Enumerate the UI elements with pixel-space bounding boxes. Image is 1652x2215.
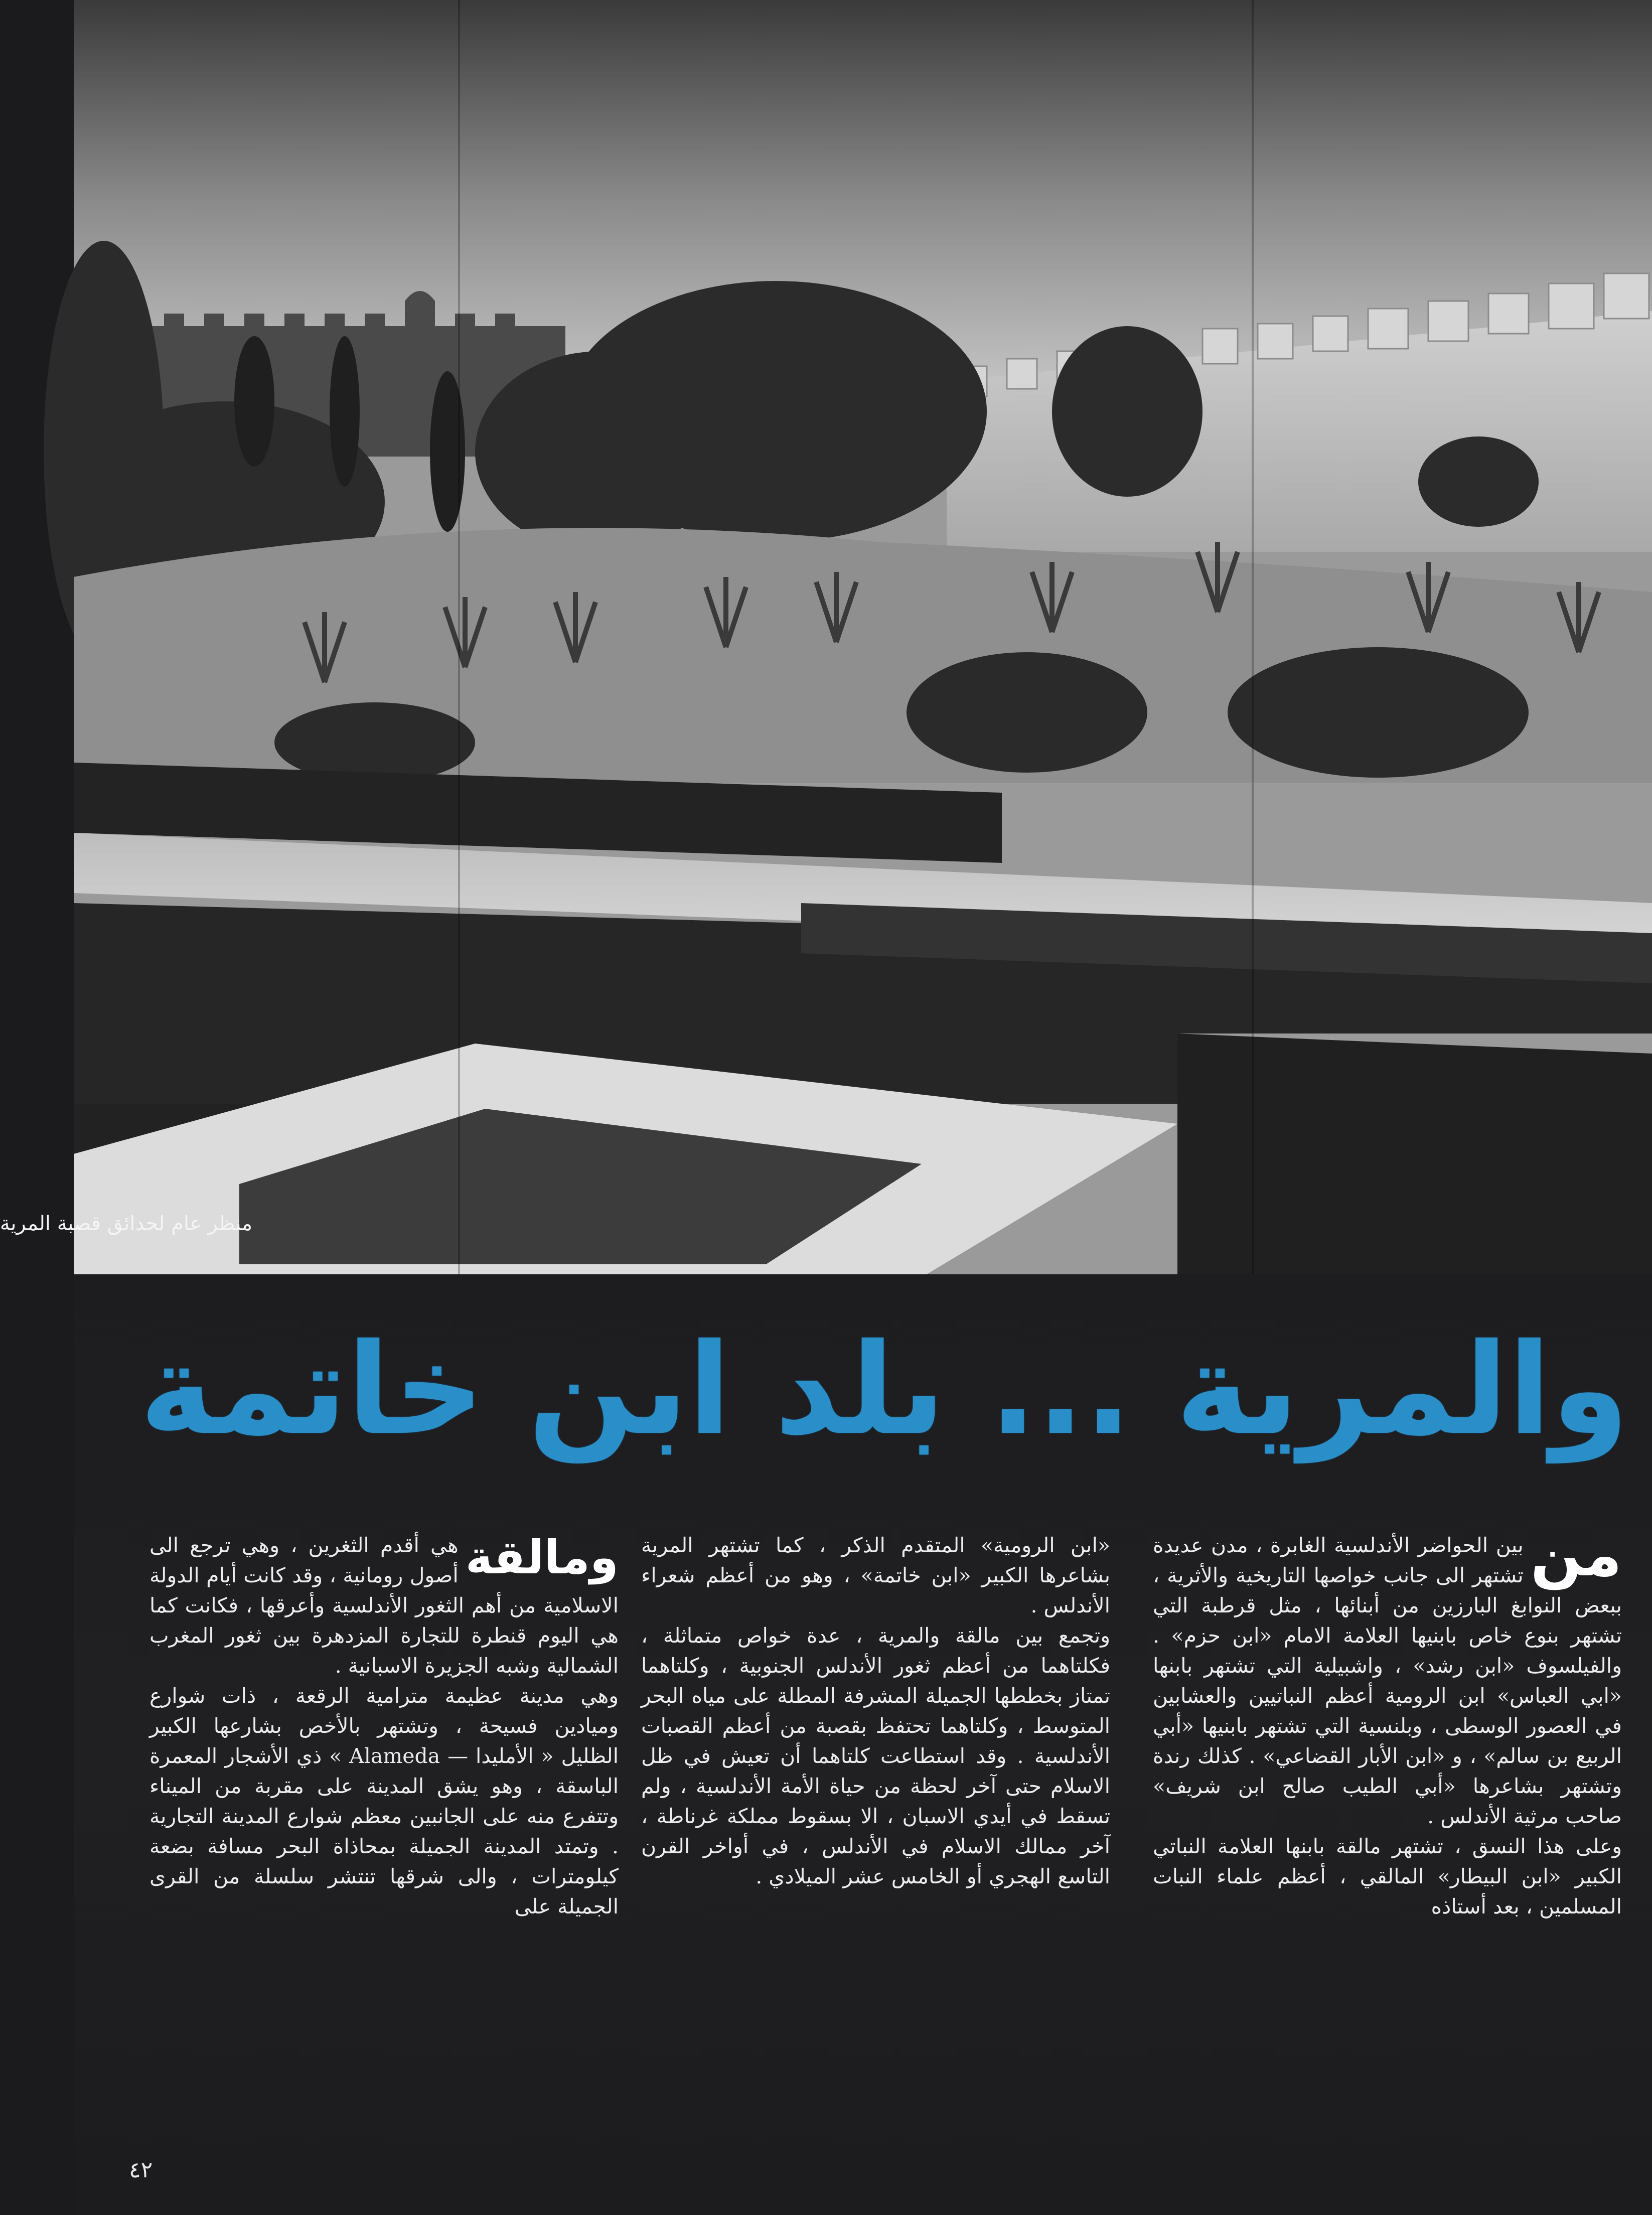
paragraph-text: بين الحواضر الأندلسية الغابرة ، مدن عديدة تشتهر الى جانب خواصها التاريخية والأثرية ، ببعض النوابغ البارزين من أبنائها ، مثل قرطبة التي تشتهر بنوع خاص بابنيها العلامة الامام «ابن حزم» . والفيلسوف «ابن رشد» ، واشبيلية التي تشتهر بابنها «ابي العباس» ابن الرومية أعظم النباتيين والعشابين في العصور الوسطى ، وبلنسية التي تشتهر بابنيها «أبي الربيع بن سالم» ، و «ابن الأبار القضاعي» . كذلك رندة وتشتهر بشاعرها «أبي الطيب صالح ابن شريف» صاحب مرثية الأندلس .: [1153, 1533, 1622, 1828]
alcazaba-garden-image: [74, 0, 1652, 1274]
paragraph: وتجمع بين مالقة والمرية ، عدة خواص متماثلة ، فكلتاهما من أعظم ثغور الأندلس الجنوبية ، وكلتاهما تمتاز بخططها الجميلة المشرفة المطلة على مياه البحر المتوسط ، وكلتاهما تحتفظ بقصبة من أعظم القصبات الأندلسية . وقد استطاعت كلتاهما أن تعيش في ظل الاسلام حتى آخر لحظة من حياة الأمة الأندلسية ، ولم تسقط في أيدي الاسبان ، الا بسقوط مملكة غرناطة ، آخر ممالك الاسلام في الأندلس ، في أواخر القرن التاسع الهجري أو الخامس عشر الميلادي .: [641, 1623, 1110, 1888]
photo-caption: منظر عام لحدائق قصبة المرية: [0, 1212, 252, 1235]
paragraph: وعلى هذا النسق ، تشتهر مالقة بابنها العلامة النباتي الكبير «ابن البيطار» المالقي ، أعظم علماء النبات المسلمين ، بعد أستاذه: [1153, 1834, 1622, 1918]
dropcap: من: [1530, 1520, 1622, 1590]
column-left: [149, 1530, 619, 2132]
paragraph: «ابن الرومية» المتقدم الذكر ، كما تشتهر المرية بشاعرها الكبير «ابن خاتمة» ، وهو من أعظم شعراء الأندلس .: [641, 1533, 1110, 1617]
dropcap: ومالقة: [465, 1531, 619, 1584]
paragraph: وهي مدينة عظيمة مترامية الرقعة ، ذات شوارع وميادين فسيحة ، وتشتهر بالأخص بشارعها الكبير الظليل « الأمليدا — Alameda » ذي الأشجار المعمرة الباسقة ، وهو يشق المدينة على مقربة من الميناء وتتفرع منه على الجانبين معظم شوارع المدينة التجارية . وتمتد المدينة الجميلة بمحاذاة البحر مسافة بضعة كيلومترات ، والى شرقها تنتشر سلسلة من القرى الجميلة على: [149, 1684, 619, 1918]
page-number: ٤٢: [129, 2157, 153, 2183]
column-right: [1153, 1520, 1622, 2132]
column-middle: [641, 1530, 1110, 2132]
article-headline: والمرية ... بلد ابن خاتمة: [139, 1316, 1629, 1462]
paragraph: [149, 1530, 619, 1681]
paragraph: [1153, 1520, 1622, 1831]
paragraph-text: هي أقدم الثغرين ، وهي ترجع الى أصول رومانية ، وقد كانت أيام الدولة الاسلامية من أهم الثغور الأندلسية وأعرقها ، فكانت كما هي اليوم قنطرة للتجارة المزدهرة بين ثغور المغرب الشمالية وشبه الجزيرة الاسبانية .: [149, 1533, 619, 1678]
